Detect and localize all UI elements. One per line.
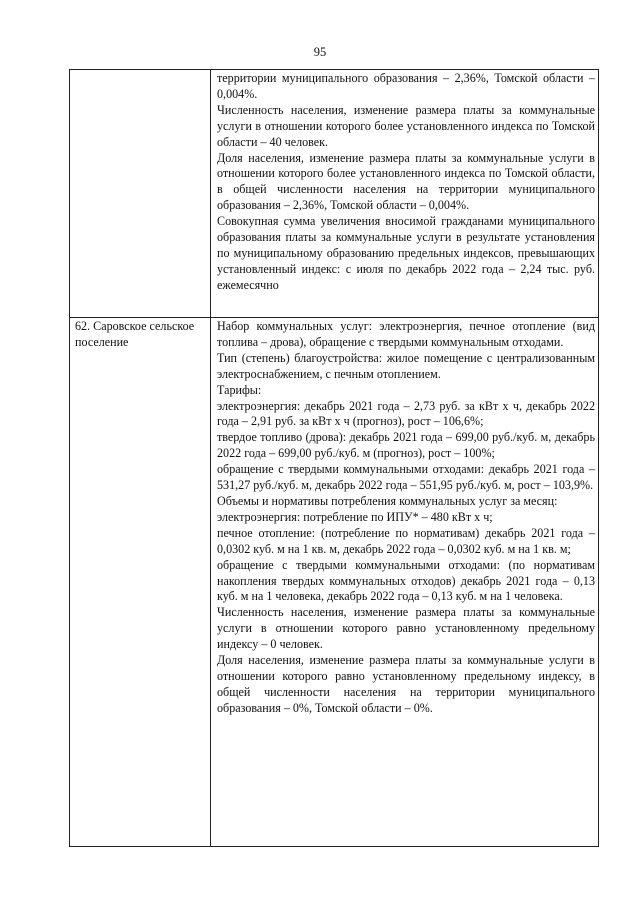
row2-municipality-cell: 62. Саровское сельское поселение bbox=[75, 319, 195, 349]
row1-paragraph: Численность населения, изменение размера платы за коммунальные услуги в отношении которого более установленного индекса по Томской области – 40 человек. bbox=[217, 102, 595, 149]
document-table bbox=[69, 69, 599, 847]
row1-paragraph: Доля населения, изменение размера платы за коммунальные услуги в отношении которого более установленного индекса по Томской области, в общей численности населения на территории муниципального образования – 2,36%, Томской области – 0,004%. bbox=[217, 150, 595, 213]
row1-paragraph: территории муниципального образования – 2,36%, Томской области – 0,004%. bbox=[217, 71, 595, 101]
column-divider bbox=[210, 70, 211, 846]
row2-paragraph: Тип (степень) благоустройства: жилое помещение с централизованным электроснабжением, с печным отоплением. bbox=[217, 350, 595, 381]
row1-paragraph: Совокупная сумма увеличения вносимой гражданами муниципального образования платы за коммунальные услуги в результате установления по муниципальному образованию предельных индексов, превышающих установленный индекс: с июля по декабрь 2022 года – 2,24 тыс. руб. ежемесячно bbox=[217, 214, 595, 292]
row2-paragraph: электроэнергия: декабрь 2021 года – 2,73 руб. за кВт x ч, декабрь 2022 года – 2,91 руб. за кВт x ч (прогноз), рост – 106,6%; bbox=[217, 398, 595, 429]
row2-description-cell bbox=[217, 319, 595, 717]
row2-paragraph: твердое топливо (дрова): декабрь 2021 года – 699,00 руб./куб. м, декабрь 2022 года – 699,00 руб./куб. м (прогноз), рост – 100%; bbox=[217, 430, 595, 461]
row2-paragraph: Доля населения, изменение размера платы за коммунальные услуги в отношении которого равно установленному предельному индексу, в общей численности населения на территории муниципального образования – 0%, Томской области – 0%. bbox=[217, 653, 595, 715]
row2-paragraph: электроэнергия: потребление по ИПУ* – 480 кВт x ч; bbox=[217, 509, 493, 524]
row2-paragraph: Объемы и нормативы потребления коммунальных услуг за месяц: bbox=[217, 493, 558, 508]
row2-paragraph: Набор коммунальных услуг: электроэнергия, печное отопление (вид топлива – дрова), обращение с твердыми коммунальным отходами. bbox=[217, 319, 595, 349]
row2-paragraph: обращение с твердыми коммунальными отходами: декабрь 2021 года – 531,27 руб./куб. м, декабрь 2022 года – 551,95 руб./куб. м, рост – 103,9%. bbox=[217, 462, 595, 493]
row1-description-cell bbox=[217, 71, 595, 294]
page-number: 95 bbox=[313, 45, 327, 59]
row2-paragraph: Численность населения, изменение размера платы за коммунальные услуги в отношении которого равно установленному предельному индексу – 0 человек. bbox=[217, 605, 595, 652]
row2-paragraph: обращение с твердыми коммунальными отходами: (по нормативам накопления твердых коммунальных отходов) декабрь 2021 года – 0,13 куб. м на 1 человека, декабрь 2022 года – 0,13 куб. м на 1 человека. bbox=[217, 557, 595, 604]
row-divider bbox=[70, 317, 598, 318]
row2-paragraph: Тарифы: bbox=[217, 382, 262, 397]
row2-paragraph: печное отопление: (потребление по нормативам) декабрь 2021 года – 0,0302 куб. м на 1 кв. м, декабрь 2022 года – 0,0302 куб. м на 1 кв. м; bbox=[217, 525, 595, 556]
